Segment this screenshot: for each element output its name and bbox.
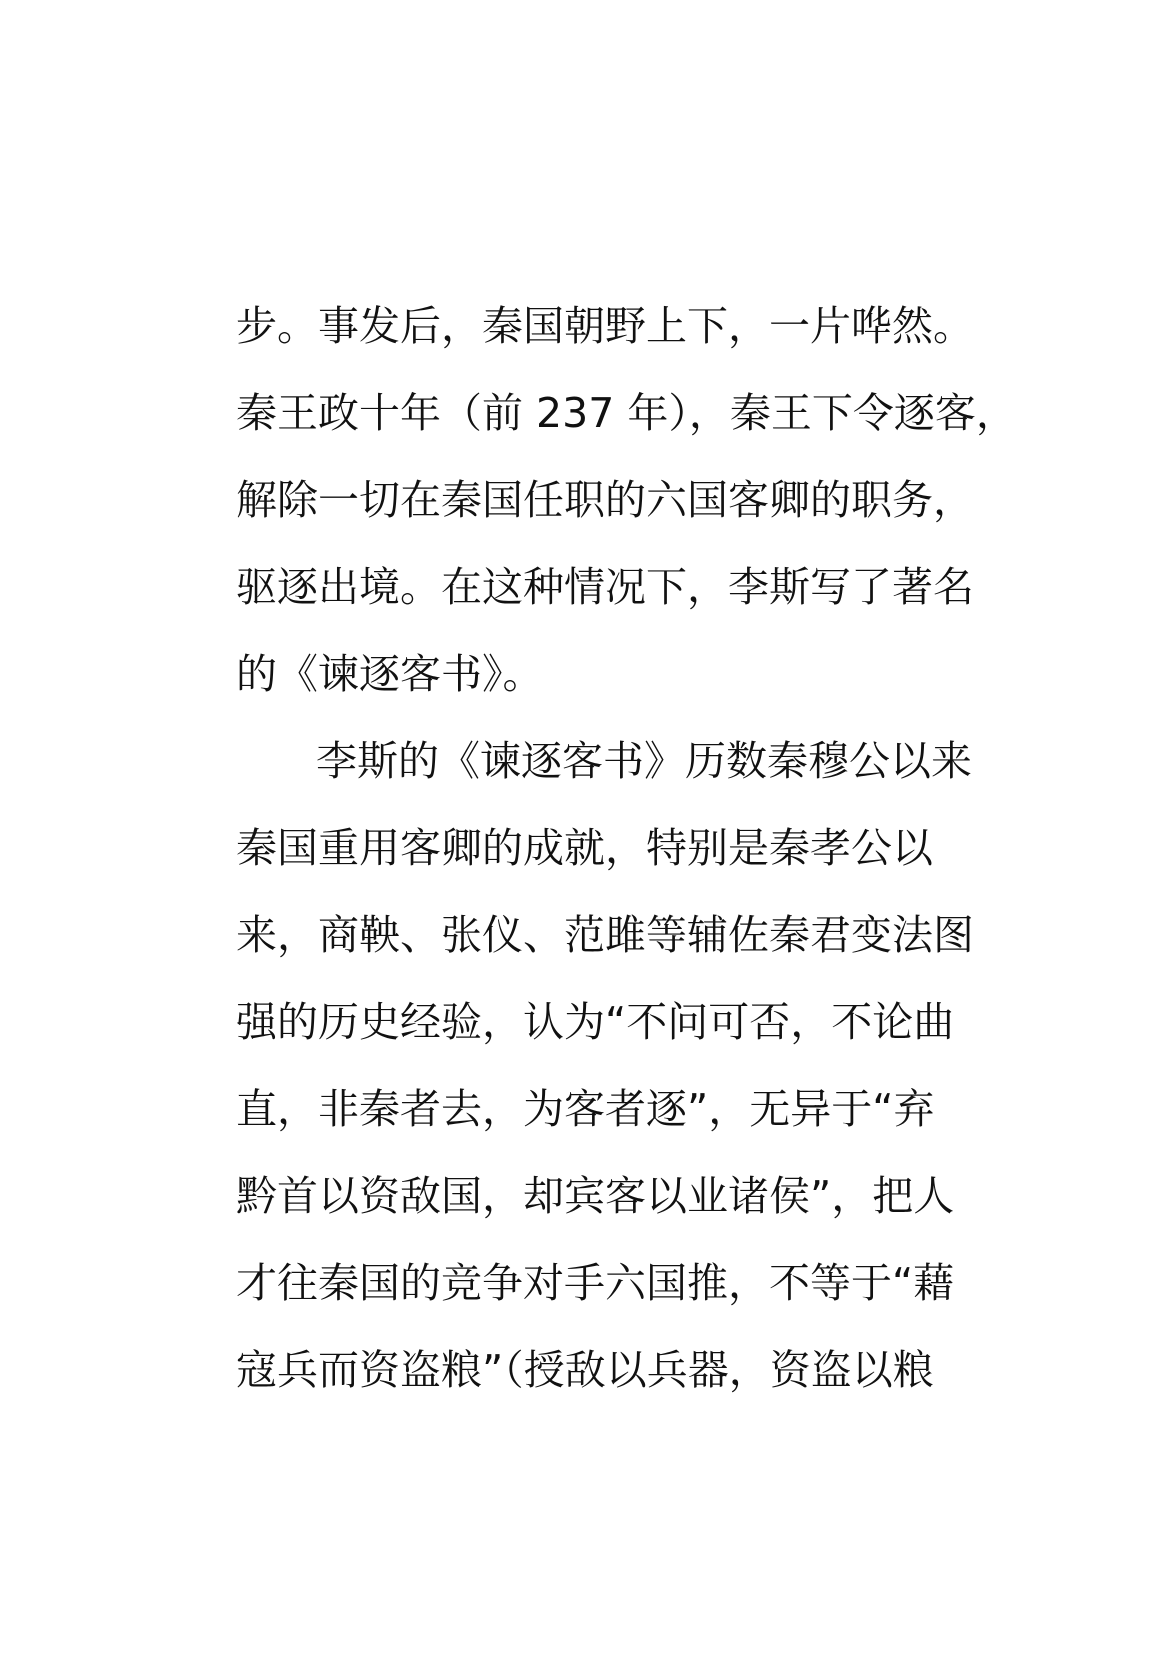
- text-line-12: 才往秦国的竞争对手六国推，不等于“藉: [236, 1259, 955, 1307]
- text-line-11: 黔首以资敌国，却宾客以业诸侯”，把人: [236, 1172, 955, 1220]
- text-line-13: 寇兵而资盗粮”（授敌以兵器，资盗以粮: [236, 1346, 934, 1394]
- text-line-1: 步。事发后，秦国朝野上下，一片哗然。: [236, 302, 974, 350]
- text-line-6: 李斯的《谏逐客书》历数秦穆公以来: [316, 737, 972, 785]
- text-line-4: 驱逐出境。在这种情况下，李斯写了著名: [236, 563, 974, 611]
- text-line-2: 秦王政十年（前 237 年），秦王下令逐客，: [236, 389, 1017, 437]
- text-line-9: 强的历史经验，认为“不问可否，不论曲: [236, 998, 955, 1046]
- text-line-8: 来，商鞅、张仪、范雎等辅佐秦君变法图: [236, 911, 974, 959]
- text-line-10: 直，非秦者去，为客者逐”，无异于“弃: [236, 1085, 935, 1133]
- body-text: [236, 283, 1017, 1414]
- text-line-7: 秦国重用客卿的成就，特别是秦孝公以: [236, 824, 933, 872]
- text-line-5: 的《谏逐客书》。: [236, 650, 544, 698]
- text-line-3: 解除一切在秦国任职的六国客卿的职务，: [236, 476, 974, 524]
